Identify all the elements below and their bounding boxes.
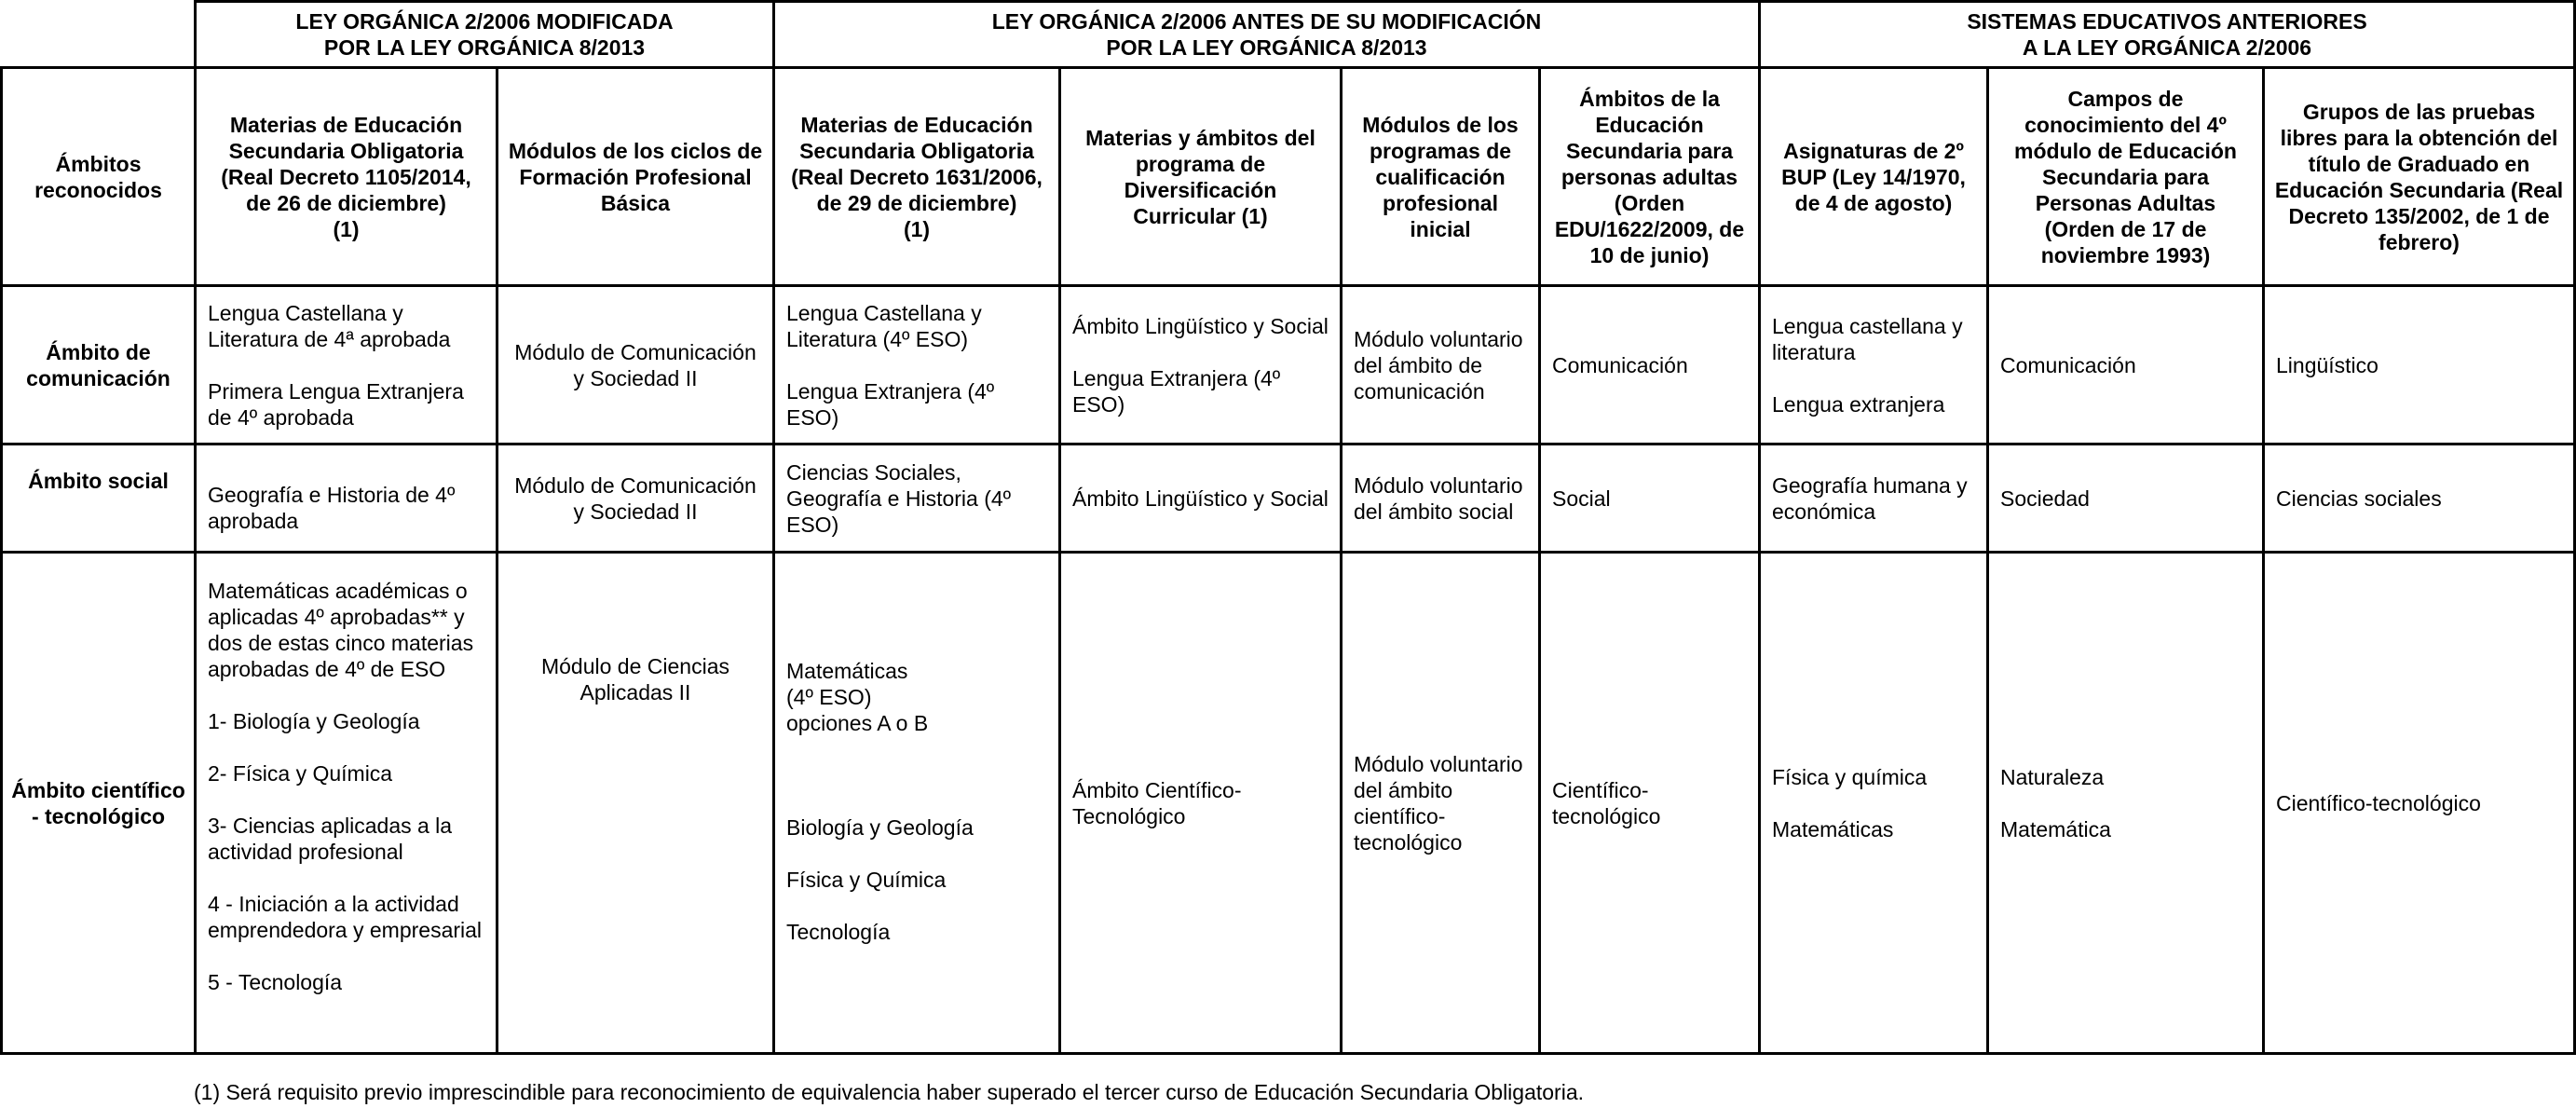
cell-text: Lengua extranjera [1772, 391, 1945, 417]
cell-cientifico-pcpi: Módulo voluntario del ámbito científico-tecnológico [1354, 751, 1523, 855]
cell-cientifico-eso-adultos: Científico-tecnológico [1552, 777, 1661, 828]
cell-text: 3- Ciencias aplicadas a la actividad profesional [208, 814, 453, 864]
group-header-lomloe: LEY ORGÁNICA 2/2006 MODIFICADA POR LA LEY ORGÁNICA 8/2013 [295, 9, 674, 60]
cell-social-pruebas-libres: Ciencias sociales [2276, 486, 2442, 511]
group-header-loe-original: LEY ORGÁNICA 2/2006 ANTES DE SU MODIFICACIÓN POR LA LEY ORGÁNICA 8/2013 [991, 9, 1542, 60]
cell-text: 2- Física y Química [208, 761, 393, 786]
cell-text: Lengua Castellana y Literatura de 4ª aprobada [208, 300, 451, 351]
column-header-eso-adultos: Ámbitos de la Educación Secundaria para personas adultas (Orden EDU/1622/2009, de 10 de junio) [1554, 86, 1745, 267]
cell-text: 1- Biología y Geología [208, 709, 420, 733]
cell-comunicacion-fp-basica: Módulo de Comunicación y Sociedad II [514, 339, 756, 390]
cell-text: Naturaleza [2000, 764, 2105, 789]
cell-comunicacion-eso-adultos: Comunicación [1552, 352, 1688, 377]
cell-cientifico-fp-basica: Módulo de Ciencias Aplicadas II [540, 654, 729, 704]
cell-text: Tecnología [786, 920, 891, 944]
cell-comunicacion-pcpi: Módulo voluntario del ámbito de comunicación [1354, 326, 1523, 404]
cell-cientifico-bup [1761, 554, 1986, 1052]
cell-text: 4 - Iniciación a la actividad emprendedora y empresarial [208, 892, 483, 942]
column-header-bup: Asignaturas de 2º BUP (Ley 14/1970, de 4 de agosto) [1781, 138, 1966, 215]
cell-text: Biología y Geología [786, 815, 974, 840]
grid-line [0, 1052, 2576, 1055]
cell-text: Lengua castellana y literatura [1772, 313, 1963, 364]
cell-text: Matemáticas [1772, 816, 1894, 841]
cell-social-fp-basica: Módulo de Comunicación y Sociedad II [514, 472, 756, 524]
column-header-diversificacion: Materias y ámbitos del programa de Diversificación Curricular (1) [1085, 125, 1315, 228]
cell-text: Ámbito Lingüístico y Social [1072, 313, 1329, 338]
column-header-fp-basica: Módulos de los ciclos de Formación Profesional Básica [508, 138, 763, 215]
cell-social-eso-rd1105: Geografía e Historia de 4º aprobada [208, 482, 456, 533]
cell-text: Lengua Extranjera (4º ESO) [786, 378, 995, 430]
cell-cientifico-campos-adultos [1989, 554, 2262, 1052]
cell-text: Matemática [2000, 816, 2111, 841]
cell-comunicacion-eso-rd1105 [197, 287, 496, 443]
cell-text: Lengua Castellana y Literatura (4º ESO) [786, 300, 982, 351]
row-label-social: Ámbito social [28, 468, 169, 493]
cell-comunicacion-diversificacion [1061, 287, 1340, 443]
column-header-pcpi: Módulos de los programas de cualificación profesional inicial [1362, 112, 1519, 241]
column-header-campos-adultos: Campos de conocimiento del 4º módulo de Educación Secundaria para Personas Adultas (Orden de 17 de noviembre 1993) [2014, 86, 2237, 267]
column-header-pruebas-libres: Grupos de las pruebas libres para la obtención del título de Graduado en Educación Secundaria (Real Decreto 135/2002, de 1 de febrero) [2274, 99, 2564, 254]
cell-cientifico-pruebas-libres: Científico-tecnológico [2276, 790, 2481, 815]
row-label-comunicacion: Ámbito de comunicación [26, 339, 170, 390]
footnote: (1) Será requisito previo imprescindible para reconocimiento de equivalencia haber superado el tercer curso de Educación Secundaria Obligatoria. [194, 1080, 1585, 1104]
column-header-eso-rd1105: Materias de Educación Secundaria Obligatoria (Real Decreto 1105/2014, de 26 de diciembre) (1) [221, 112, 471, 241]
cell-social-campos-adultos: Sociedad [2000, 486, 2090, 511]
column-header-eso-rd1631: Materias de Educación Secundaria Obligatoria (Real Decreto 1631/2006, de 29 de diciembre) (1) [791, 112, 1043, 241]
cell-text: Matemáticas académicas o aplicadas 4º aprobadas** y dos de estas cinco materias aprobadas de 4º de ESO [208, 579, 474, 681]
row-label-cientifico-tecnologico: Ámbito científico - tecnológico [11, 777, 185, 828]
cell-cientifico-diversificacion: Ámbito Científico-Tecnológico [1072, 777, 1242, 828]
cell-cientifico-eso-rd1105 [197, 554, 496, 1052]
cell-comunicacion-campos-adultos: Comunicación [2000, 352, 2136, 377]
cell-social-pcpi: Módulo voluntario del ámbito social [1354, 472, 1523, 524]
cell-text: Lengua Extranjera (4º ESO) [1072, 365, 1281, 417]
cell-text: Física y Química [786, 868, 947, 892]
cell-text: Física y química [1772, 764, 1928, 789]
cell-text: Matemáticas (4º ESO) opciones A o B [786, 659, 929, 735]
cell-social-eso-adultos: Social [1552, 486, 1611, 511]
cell-comunicacion-eso-rd1631 [775, 287, 1058, 443]
cell-text: 5 - Tecnología [208, 970, 343, 994]
group-header-previous-systems: SISTEMAS EDUCATIVOS ANTERIORES A LA LEY ORGÁNICA 2/2006 [1967, 9, 2367, 60]
cell-cientifico-eso-rd1631 [775, 554, 1058, 1052]
cell-comunicacion-bup [1761, 287, 1986, 443]
cell-social-diversificacion: Ámbito Lingüístico y Social [1072, 486, 1329, 511]
cell-social-bup: Geografía humana y económica [1772, 472, 1968, 524]
cell-comunicacion-pruebas-libres: Lingüístico [2276, 352, 2378, 377]
column-header-ambitos: Ámbitos reconocidos [34, 151, 162, 202]
cell-social-eso-rd1631: Ciencias Sociales, Geografía e Historia (4º ESO) [786, 459, 1012, 537]
cell-text: Primera Lengua Extranjera de 4º aprobada [208, 378, 464, 430]
